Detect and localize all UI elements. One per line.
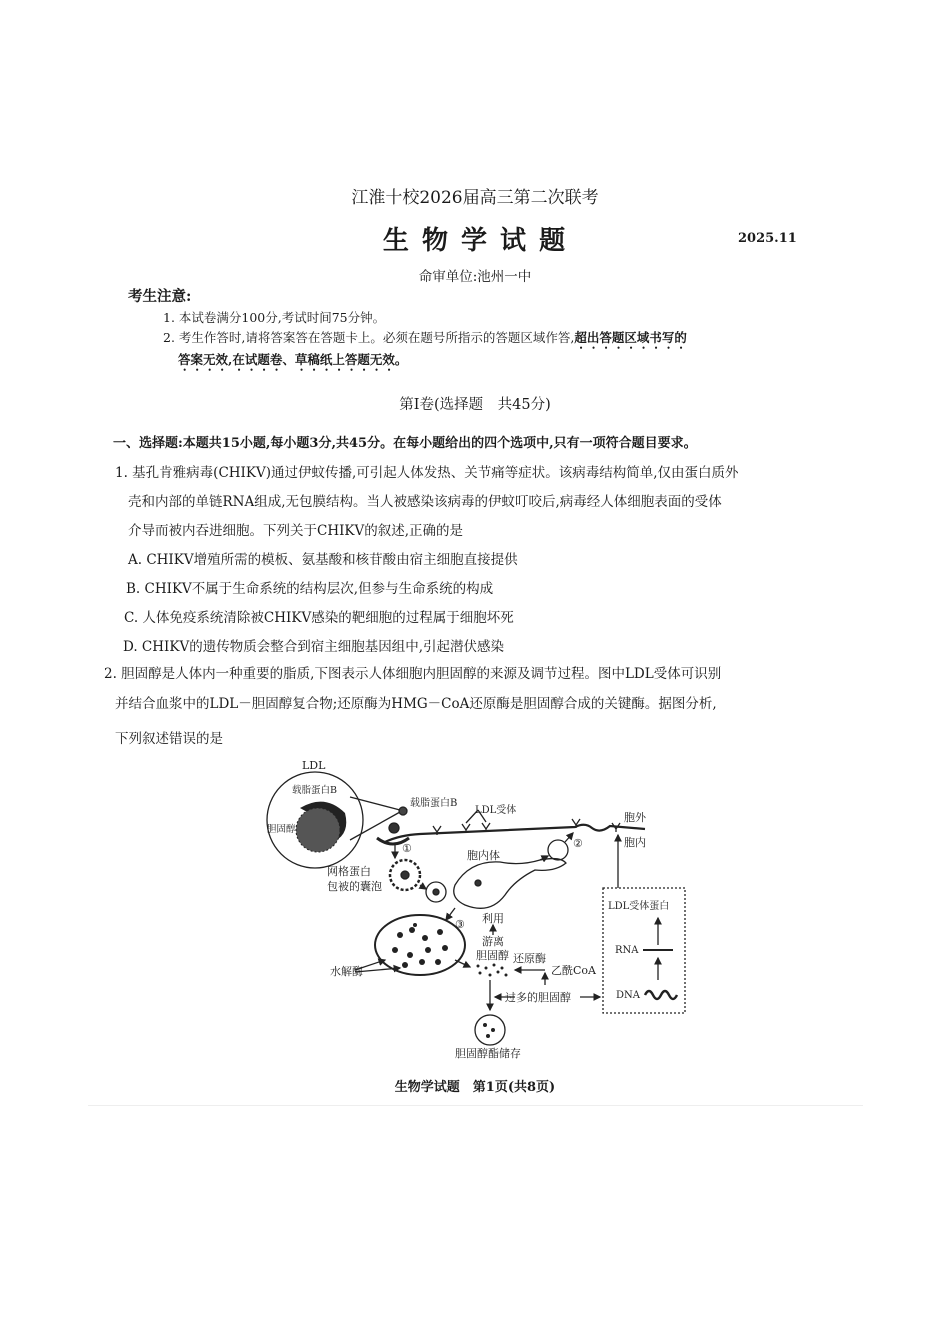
label-step-3: ③ <box>455 918 465 931</box>
page-title: 生 物 学 试 题 <box>382 226 568 256</box>
label-step-2: ② <box>573 837 583 850</box>
cell-membrane <box>385 825 645 842</box>
cholesterol-ester-storage <box>475 1015 505 1045</box>
q1-option-a: A. CHIKV增殖所需的模板、氨基酸和核苷酸由宿主细胞直接提供 <box>128 552 518 568</box>
notice-emphasis-1: 超出答题区域书写的 <box>574 330 687 345</box>
label-inside: 胞内 <box>624 836 646 849</box>
label-ldl: LDL <box>302 759 326 772</box>
lysosome <box>375 915 465 975</box>
label-step-1: ① <box>402 842 412 855</box>
label-acetyl-coa: 乙酰CoA <box>551 964 596 977</box>
label-endosome: 胞内体 <box>467 849 500 862</box>
label-use: 利用 <box>482 912 504 925</box>
q1-line-2: 壳和内部的单链RNA组成,无包膜结构。当人被感染该病毒的伊蚊叮咬后,病毒经人体细胞表面的受体 <box>128 494 722 510</box>
q2-line-3: 下列叙述错误的是 <box>115 731 223 747</box>
label-apob: 载脂蛋白B <box>410 798 458 809</box>
label-cholesterol-inner: 胆固醇 <box>267 824 296 835</box>
notice-item-1: 1. 本试卷满分100分,考试时间75分钟。 <box>163 310 386 325</box>
label-rna: RNA <box>615 945 639 956</box>
free-cholesterol-dots <box>477 964 508 977</box>
exam-date: 2025.11 <box>738 231 797 246</box>
hydrolase-dots <box>392 923 448 968</box>
q1-option-b: B. CHIKV不属于生命系统的结构层次,但参与生命系统的构成 <box>126 581 494 597</box>
label-outside: 胞外 <box>624 811 646 824</box>
dna-helix-icon <box>645 991 677 999</box>
q1-option-d: D. CHIKV的遗传物质会整合到宿主细胞基因组中,引起潜伏感染 <box>123 639 504 655</box>
exam-name: 江淮十校2026届高三第二次联考 <box>351 188 599 208</box>
endosome <box>454 859 566 909</box>
q2-line-1: 2. 胆固醇是人体内一种重要的脂质,下图表示人体细胞内胆固醇的来源及调节过程。图中LDL受体可识别 <box>104 666 722 682</box>
page-edge <box>88 1105 863 1106</box>
section-title: 第Ⅰ卷(选择题 共45分) <box>399 397 551 413</box>
label-clathrin-2: 包被的囊泡 <box>327 880 382 893</box>
label-hydrolase: 水解酶 <box>330 965 363 978</box>
setter: 命审单位:池州一中 <box>418 269 532 285</box>
notice-title: 考生注意: <box>128 288 192 305</box>
page-footer: 生物学试题 第1页(共8页) <box>394 1080 556 1095</box>
section-instruction: 一、选择题:本题共15小题,每小题3分,共45分。在每小题给出的四个选项中,只有一项符合题目要求。 <box>113 436 697 451</box>
label-ldl-receptor: LDL受体 <box>475 805 517 816</box>
label-reductase: 还原酶 <box>513 952 546 965</box>
label-clathrin-1: 网格蛋白 <box>327 865 371 878</box>
label-dna: DNA <box>616 990 640 1001</box>
label-storage: 胆固醇酯储存 <box>455 1047 521 1060</box>
label-receptor-protein: LDL受体蛋白 <box>608 901 670 912</box>
label-free-2: 胆固醇 <box>476 949 509 962</box>
q1-line-3: 介导而被内吞进细胞。下列关于CHIKV的叙述,正确的是 <box>128 523 464 539</box>
notice-emphasis-2: 答案无效,在试题卷、草稿纸上答题无效。 <box>178 352 408 367</box>
label-apob-inner: 载脂蛋白B <box>292 785 337 796</box>
q1-option-c: C. 人体免疫系统清除被CHIKV感染的靶细胞的过程属于细胞坏死 <box>124 610 514 626</box>
label-free-1: 游离 <box>482 935 504 948</box>
notice-item-2-text: 2. 考生作答时,请将答案答在答题卡上。必须在题号所指示的答题区域作答, <box>163 330 575 345</box>
q2-line-2: 并结合血浆中的LDL－胆固醇复合物;还原酶为HMG－CoA还原酶是胆固醇合成的关键酶。据图分析, <box>115 696 717 712</box>
q1-line-1: 1. 基孔肯雅病毒(CHIKV)通过伊蚊传播,可引起人体发热、关节痛等症状。该病毒结构简单,仅由蛋白质外 <box>115 465 739 481</box>
label-excess-cholesterol: 过多的胆固醇 <box>505 991 571 1004</box>
